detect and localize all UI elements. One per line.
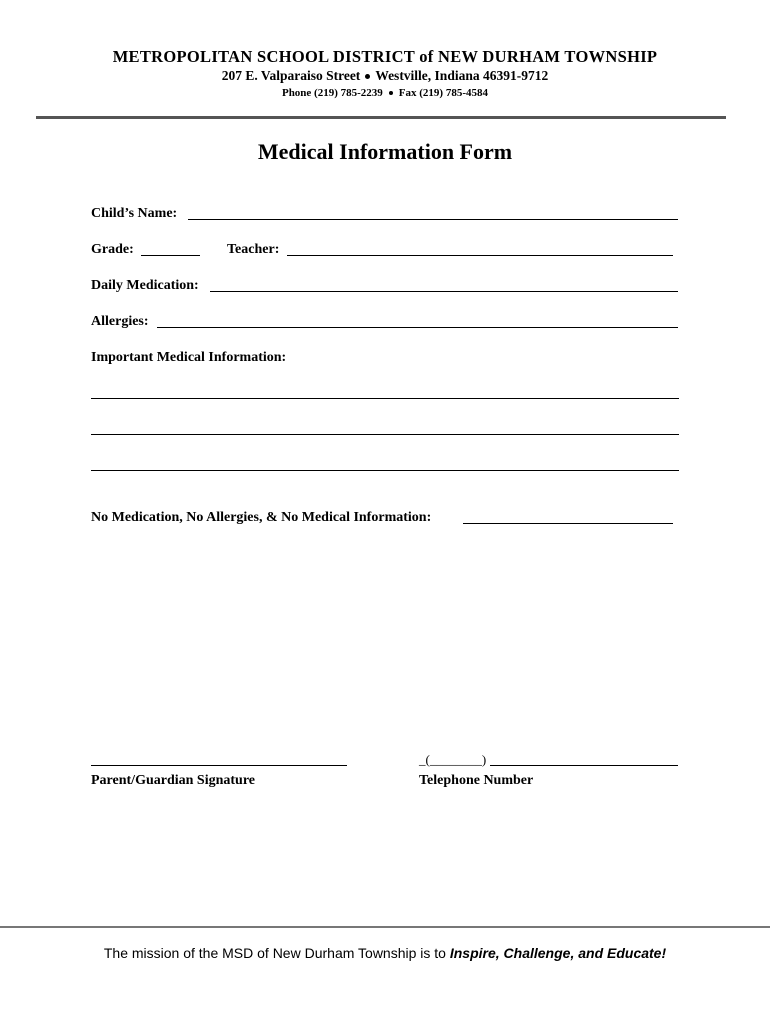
bullet-icon <box>365 74 370 79</box>
mission-statement <box>0 945 770 961</box>
form-title: Medical Information Form <box>257 139 513 164</box>
important-info-line-1[interactable] <box>91 398 679 399</box>
grade-field[interactable] <box>141 255 200 256</box>
grade-label: Grade: <box>91 242 134 257</box>
daily-medication-label: Daily Medication: <box>91 278 199 293</box>
no-medication-label: No Medication, No Allergies, & No Medical Information: <box>91 510 432 525</box>
signature-field[interactable] <box>91 765 347 766</box>
district-address <box>0 68 770 84</box>
street-address: 207 E. Valparaiso Street <box>221 68 361 83</box>
important-info-line-2[interactable] <box>91 434 679 435</box>
important-info-label: Important Medical Information: <box>91 350 287 365</box>
district-name: METROPOLITAN SCHOOL DISTRICT of NEW DURHAM TOWNSHIP <box>112 47 658 66</box>
fax-number: Fax (219) 785-4584 <box>398 87 489 99</box>
child-name-label: Child’s Name: <box>91 206 178 221</box>
child-name-field[interactable] <box>188 219 678 220</box>
bullet-icon <box>389 91 393 95</box>
no-medication-field[interactable] <box>463 523 673 524</box>
important-info-line-3[interactable] <box>91 470 679 471</box>
mission-text: The mission of the MSD of New Durham Township is to <box>103 945 450 961</box>
allergies-label: Allergies: <box>91 314 149 329</box>
telephone-label: Telephone Number <box>419 773 534 788</box>
teacher-label: Teacher: <box>227 242 280 257</box>
phone-number: Phone (219) 785-2239 <box>281 87 383 99</box>
mission-emphasis: Inspire, Challenge, and Educate! <box>449 945 667 961</box>
phone-area-code: _(________) <box>419 752 487 767</box>
signature-label: Parent/Guardian Signature <box>91 773 256 788</box>
daily-medication-field[interactable] <box>210 291 678 292</box>
header-divider <box>36 116 726 119</box>
teacher-field[interactable] <box>287 255 673 256</box>
district-contact <box>0 87 770 99</box>
allergies-field[interactable] <box>157 327 678 328</box>
city-address: Westville, Indiana 46391-9712 <box>375 68 549 83</box>
footer-divider <box>0 926 770 928</box>
telephone-field[interactable] <box>490 765 678 766</box>
